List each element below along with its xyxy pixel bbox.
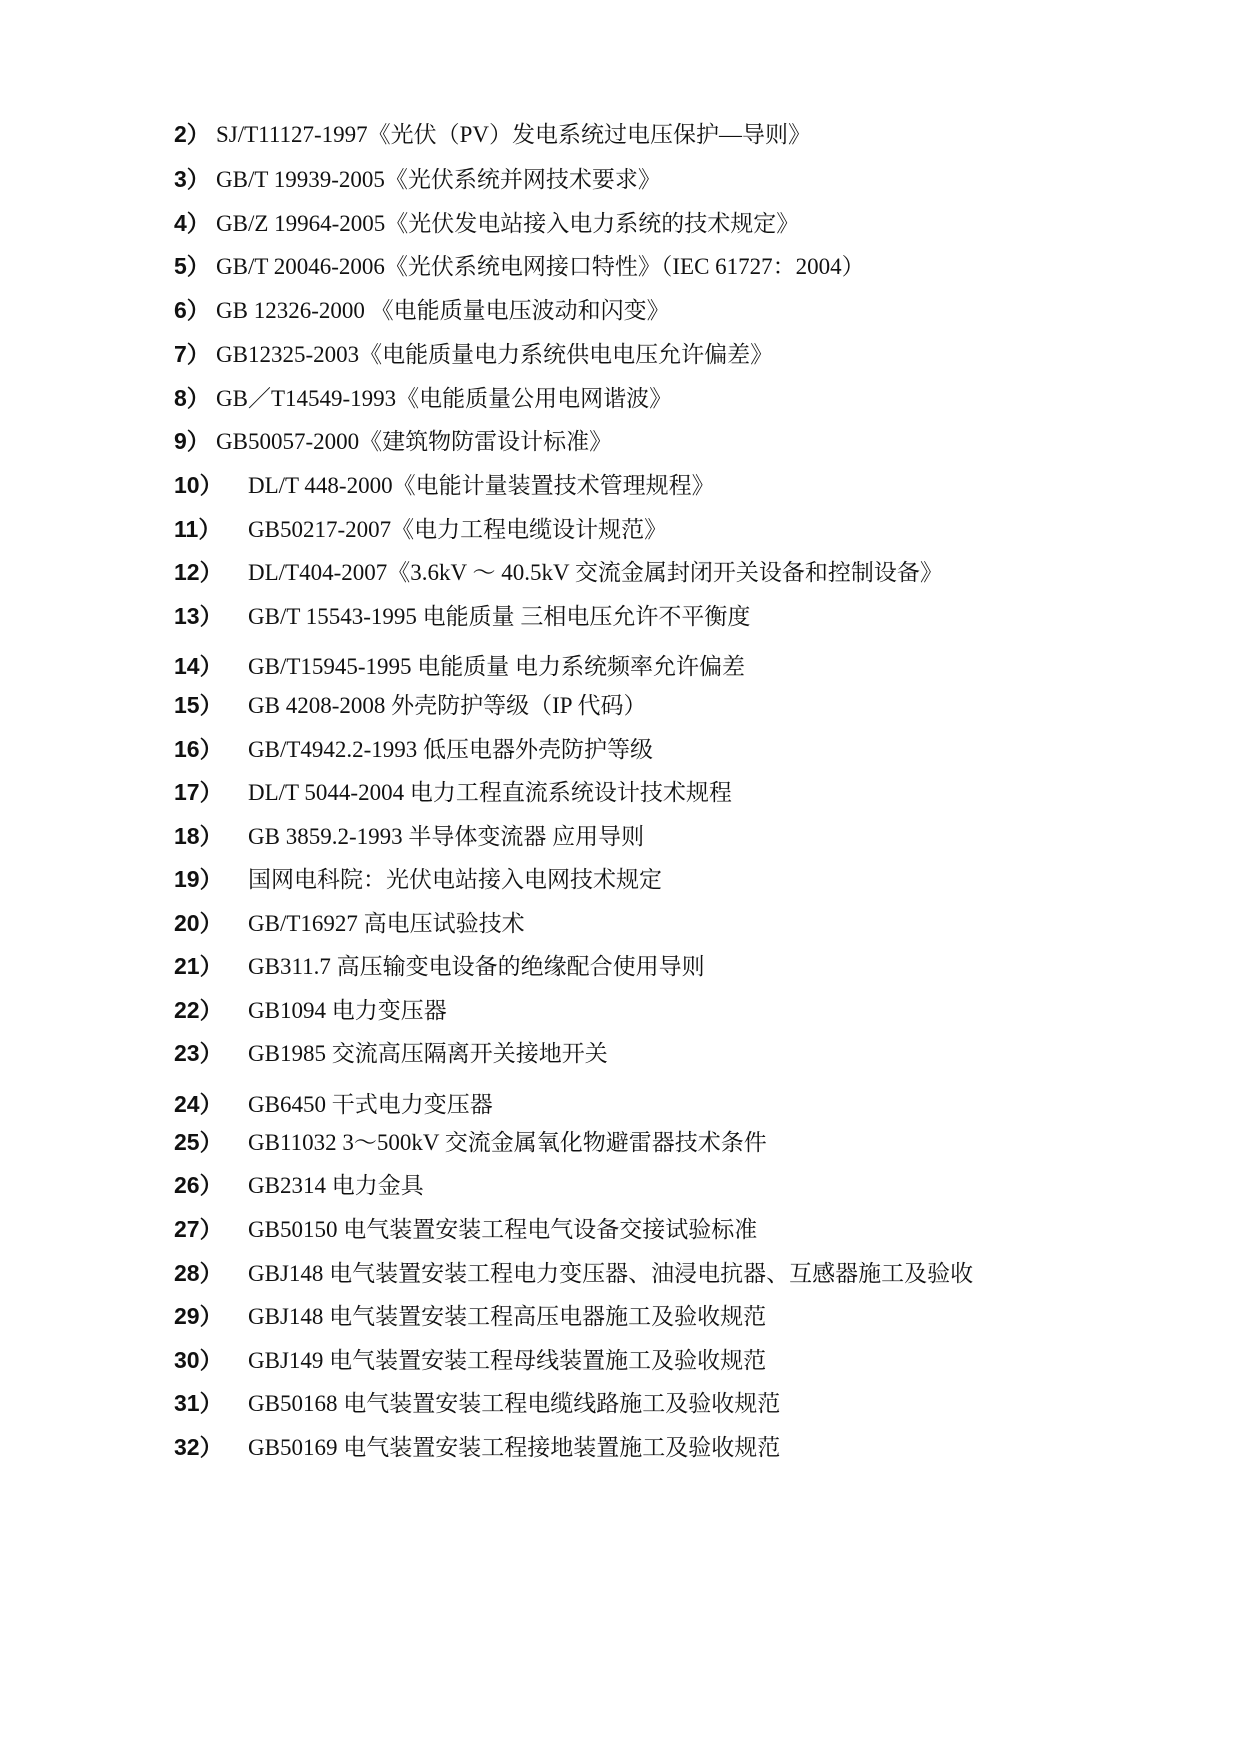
item-text: DL/T 5044-2004 电力工程直流系统设计技术规程 xyxy=(248,780,732,805)
item-number: 24） xyxy=(174,1091,223,1117)
list-item xyxy=(174,777,732,807)
list-item xyxy=(174,601,750,631)
item-text: GB/T 20046-2006《光伏系统电网接口特性》（IEC 61727：2004） xyxy=(216,254,865,279)
list-item xyxy=(174,1127,767,1157)
item-text: GB/T16927 高电压试验技术 xyxy=(248,911,525,936)
item-text: DL/T 448-2000《电能计量装置技术管理规程》 xyxy=(248,473,715,498)
item-number: 29） xyxy=(174,1303,223,1329)
item-text: GB 3859.2-1993 半导体变流器 应用导则 xyxy=(248,824,645,849)
item-number: 26） xyxy=(174,1172,223,1198)
item-text: GB/T 15543-1995 电能质量 三相电压允许不平衡度 xyxy=(248,604,751,629)
list-item xyxy=(174,1345,766,1375)
item-number: 25） xyxy=(174,1129,223,1155)
item-text: GB1094 电力变压器 xyxy=(248,998,447,1023)
item-text: GB/T4942.2-1993 低压电器外壳防护等级 xyxy=(248,737,654,762)
item-text: GB2314 电力金具 xyxy=(248,1173,424,1198)
list-item xyxy=(174,1301,766,1331)
item-number: 12） xyxy=(174,559,223,585)
item-text: GB12325-2003《电能质量电力系统供电电压允许偏差》 xyxy=(216,342,774,367)
item-number: 4） xyxy=(174,210,210,236)
list-item xyxy=(174,1170,424,1200)
item-number: 18） xyxy=(174,823,223,849)
item-number: 6） xyxy=(174,297,210,323)
item-text: 国网电科院：光伏电站接入电网技术规定 xyxy=(248,867,662,892)
list-item xyxy=(174,557,943,587)
item-text: GB/T 19939-2005《光伏系统并网技术要求》 xyxy=(216,167,661,192)
list-item xyxy=(174,734,653,764)
item-number: 8） xyxy=(174,385,210,411)
list-item xyxy=(174,470,715,500)
item-number: 20） xyxy=(174,910,223,936)
item-number: 2） xyxy=(174,121,210,147)
list-item xyxy=(174,208,799,238)
list-item xyxy=(174,426,612,456)
item-text: GBJ148 电气装置安装工程电力变压器、油浸电抗器、互感器施工及验收 xyxy=(248,1261,974,1286)
item-text: GB311.7 高压输变电设备的绝缘配合使用导则 xyxy=(248,954,705,979)
list-item xyxy=(174,1432,780,1462)
item-text: GB50057-2000《建筑物防雷设计标准》 xyxy=(216,429,613,454)
item-text: GB/T15945-1995 电能质量 电力系统频率允许偏差 xyxy=(248,654,746,679)
item-number: 21） xyxy=(174,953,223,979)
item-text: SJ/T11127-1997《光伏（PV）发电系统过电压保护—导则》 xyxy=(216,122,812,147)
item-number: 16） xyxy=(174,736,223,762)
item-number: 10） xyxy=(174,472,223,498)
item-number: 13） xyxy=(174,603,223,629)
list-item xyxy=(174,164,661,194)
list-item xyxy=(174,1214,757,1244)
item-number: 31） xyxy=(174,1390,223,1416)
item-text: GBJ148 电气装置安装工程高压电器施工及验收规范 xyxy=(248,1304,767,1329)
list-item xyxy=(174,1258,973,1288)
list-item xyxy=(174,651,745,681)
item-number: 17） xyxy=(174,779,223,805)
item-number: 14） xyxy=(174,653,223,679)
item-text: GB1985 交流高压隔离开关接地开关 xyxy=(248,1041,608,1066)
item-number: 27） xyxy=(174,1216,223,1242)
list-item xyxy=(174,119,811,149)
list-item xyxy=(174,908,525,938)
item-number: 22） xyxy=(174,997,223,1023)
list-item xyxy=(174,251,865,281)
item-number: 19） xyxy=(174,866,223,892)
item-number: 3） xyxy=(174,166,210,192)
list-item xyxy=(174,951,705,981)
item-number: 32） xyxy=(174,1434,223,1460)
item-number: 28） xyxy=(174,1260,223,1286)
list-item xyxy=(174,821,644,851)
list-item xyxy=(174,1089,493,1119)
list-item xyxy=(174,514,667,544)
item-text: GB50150 电气装置安装工程电气设备交接试验标准 xyxy=(248,1217,758,1242)
list-item xyxy=(174,1038,608,1068)
item-text: GB／T14549-1993《电能质量公用电网谐波》 xyxy=(216,386,673,411)
item-text: GB50217-2007《电力工程电缆设计规范》 xyxy=(248,517,668,542)
list-item xyxy=(174,690,646,720)
item-number: 7） xyxy=(174,341,210,367)
list-item xyxy=(174,864,662,894)
item-text: GB50169 电气装置安装工程接地装置施工及验收规范 xyxy=(248,1435,781,1460)
list-item xyxy=(174,295,670,325)
item-text: GB 4208-2008 外壳防护等级（IP 代码） xyxy=(248,693,647,718)
item-number: 23） xyxy=(174,1040,223,1066)
list-item xyxy=(174,339,773,369)
list-item xyxy=(174,1388,780,1418)
item-number: 15） xyxy=(174,692,223,718)
item-number: 5） xyxy=(174,253,210,279)
item-text: GB11032 3～500kV 交流金属氧化物避雷器技术条件 xyxy=(248,1130,767,1155)
item-number: 11） xyxy=(174,516,222,542)
item-text: GB/Z 19964-2005《光伏发电站接入电力系统的技术规定》 xyxy=(216,211,800,236)
item-text: GB6450 干式电力变压器 xyxy=(248,1092,493,1117)
item-text: GBJ149 电气装置安装工程母线装置施工及验收规范 xyxy=(248,1348,767,1373)
item-text: GB50168 电气装置安装工程电缆线路施工及验收规范 xyxy=(248,1391,781,1416)
item-text: GB 12326-2000 《电能质量电压波动和闪变》 xyxy=(216,298,670,323)
item-number: 9） xyxy=(174,428,210,454)
item-number: 30） xyxy=(174,1347,223,1373)
item-text: DL/T404-2007《3.6kV ～ 40.5kV 交流金属封闭开关设备和控制设备》 xyxy=(248,560,943,585)
list-item xyxy=(174,383,672,413)
list-item xyxy=(174,995,447,1025)
